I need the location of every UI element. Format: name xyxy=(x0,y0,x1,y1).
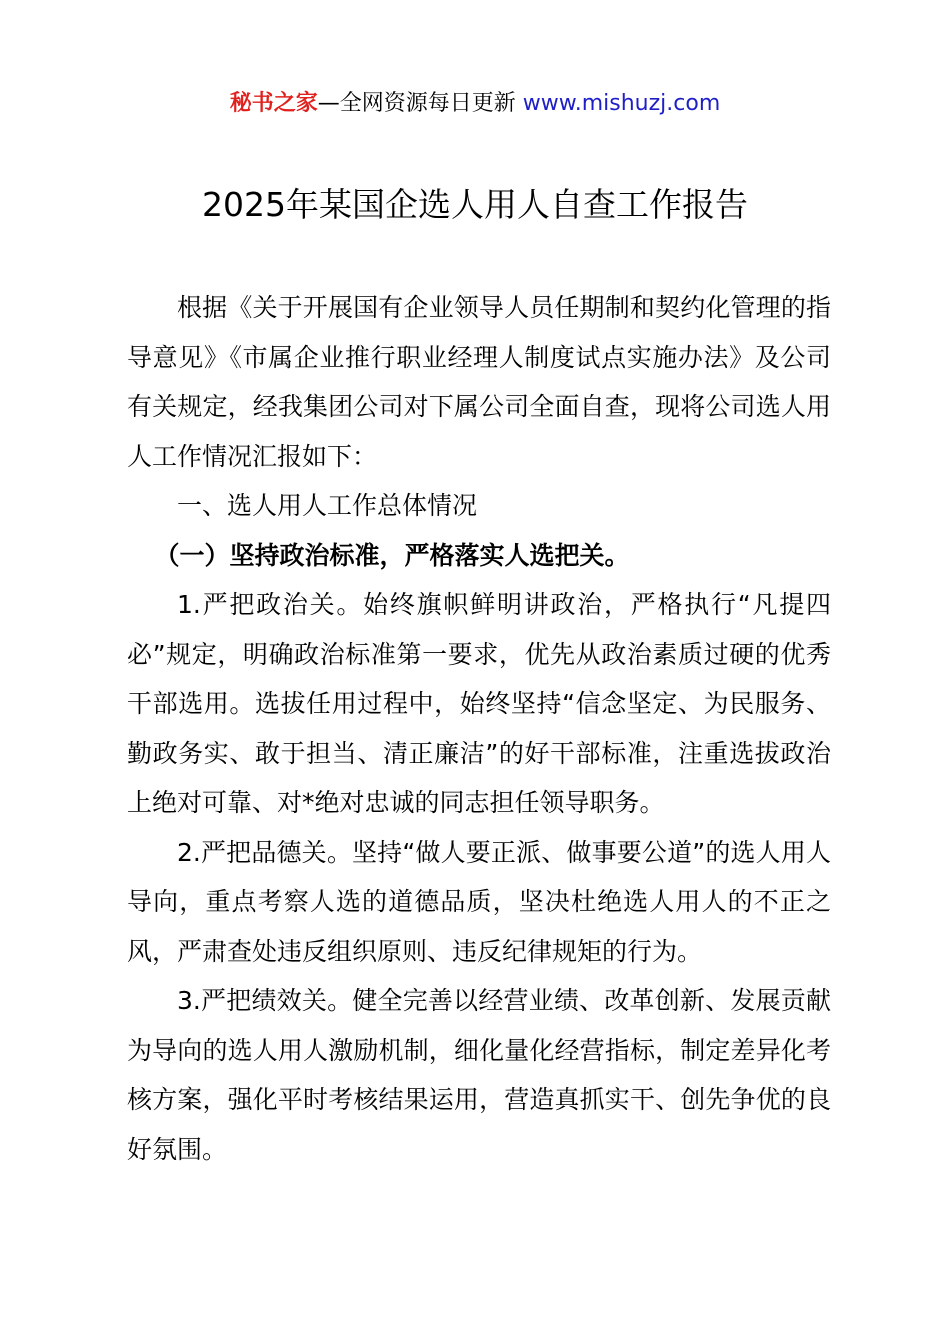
document-title: 2025年某国企选人用人自查工作报告 xyxy=(202,185,748,224)
document-body xyxy=(127,283,831,1174)
list-item: 1.严把政治关。始终旗帜鲜明讲政治，严格执行“凡提四必”规定，明确政治标准第一要求，优先从政治素质过硬的优秀干部选用。选拔任用过程中，始终坚持“信念坚定、为民服务、勤政务实、敢于担当、清正廉洁”的好干部标准，注重选拔政治上绝对可靠、对*绝对忠诚的同志担任领导职务。 xyxy=(127,590,831,817)
list-item: 2.严把品德关。坚持“做人要正派、做事要公道”的选人用人导向，重点考察人选的道德品质，坚决杜绝选人用人的不正之风，严肃查处违反组织原则、违反纪律规矩的行为。 xyxy=(127,837,831,966)
site-url-link[interactable]: www.mishuzj.com xyxy=(522,91,721,116)
section-heading: 一、选人用人工作总体情况 xyxy=(177,491,478,520)
brand-name: 秘书之家 xyxy=(229,91,318,116)
site-header xyxy=(0,88,950,120)
subsection-heading: （一）坚持政治标准，严格落实人选把关。 xyxy=(154,540,630,570)
intro-paragraph: 根据《关于开展国有企业领导人员任期制和契约化管理的指导意见》《市属企业推行职业经理人制度试点实施办法》及公司有关规定，经我集团公司对下属公司全面自查，现将公司选人用人工作情况汇报如下： xyxy=(127,293,831,471)
list-item: 3.严把绩效关。健全完善以经营业绩、改革创新、发展贡献为导向的选人用人激励机制，细化量化经营指标，制定差异化考核方案，强化平时考核结果运用，营造真抓实干、创先争优的良好氛围。 xyxy=(127,986,831,1164)
header-tagline: —全网资源每日更新 xyxy=(317,91,523,116)
